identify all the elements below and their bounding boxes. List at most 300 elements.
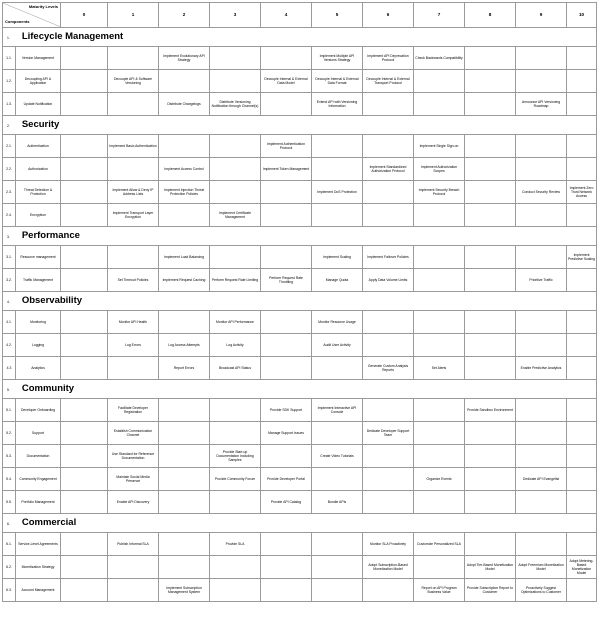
capability-cell-level-1: Maintain Social Media Presence xyxy=(108,468,159,491)
capability-cell-level-5 xyxy=(312,158,363,181)
capability-cell-level-4 xyxy=(261,181,312,204)
section-number: 2. xyxy=(7,124,10,129)
capability-cell-level-3: Implement Certificate Management xyxy=(210,204,261,227)
capability-cell-level-1 xyxy=(108,579,159,602)
capability-cell-level-1: Decouple API & Software Versioning xyxy=(108,70,159,93)
capability-cell-level-7 xyxy=(414,70,465,93)
capability-cell-level-8 xyxy=(465,204,516,227)
capability-cell-level-5: Create Video Tutorials xyxy=(312,445,363,468)
level-header-0: 0 xyxy=(61,3,108,28)
capability-cell-level-1: Establish Communication Channel xyxy=(108,422,159,445)
capability-cell-level-0 xyxy=(61,70,108,93)
capability-cell-level-4 xyxy=(261,556,312,579)
capability-cell-level-9 xyxy=(516,399,567,422)
component-row xyxy=(3,93,597,116)
capability-cell-level-5: Implement Interactive API Console xyxy=(312,399,363,422)
component-row xyxy=(3,533,597,556)
capability-cell-level-0 xyxy=(61,445,108,468)
component-name: Service-Level Agreements xyxy=(16,533,61,556)
section-number: 1. xyxy=(7,36,10,41)
capability-cell-level-7 xyxy=(414,556,465,579)
capability-cell-level-6: Implement API Deprecation Protocol xyxy=(363,47,414,70)
capability-cell-level-2 xyxy=(159,468,210,491)
capability-cell-level-9 xyxy=(516,158,567,181)
capability-cell-level-9 xyxy=(516,135,567,158)
level-header-3: 3 xyxy=(210,3,261,28)
capability-cell-level-3 xyxy=(210,491,261,514)
capability-cell-level-6: Decouple Internal & External Transport Protocol xyxy=(363,70,414,93)
component-row xyxy=(3,399,597,422)
capability-cell-level-3 xyxy=(210,246,261,269)
section-row xyxy=(3,380,597,399)
capability-cell-level-3 xyxy=(210,70,261,93)
component-name: Support xyxy=(16,422,61,445)
capability-cell-level-0 xyxy=(61,491,108,514)
component-row xyxy=(3,47,597,70)
capability-cell-level-6: Monitor SLA Proactively xyxy=(363,533,414,556)
capability-cell-level-2: Implement Request Caching xyxy=(159,269,210,292)
capability-cell-level-8: Provide Subscription Report to Customer xyxy=(465,579,516,602)
capability-cell-level-7 xyxy=(414,399,465,422)
section-title: Performance xyxy=(21,230,80,242)
capability-cell-level-7: Check Backwards Compatibility xyxy=(414,47,465,70)
capability-cell-level-2 xyxy=(159,533,210,556)
capability-cell-level-6 xyxy=(363,204,414,227)
capability-cell-level-10 xyxy=(567,579,597,602)
header-corner-cell xyxy=(3,3,61,28)
capability-cell-level-2: Implement Injection Threat Protection Policies xyxy=(159,181,210,204)
component-name: Encryption xyxy=(16,204,61,227)
component-name: Logging xyxy=(16,334,61,357)
capability-cell-level-7 xyxy=(414,334,465,357)
component-row xyxy=(3,246,597,269)
capability-cell-level-9 xyxy=(516,445,567,468)
capability-cell-level-6 xyxy=(363,311,414,334)
capability-cell-level-8 xyxy=(465,47,516,70)
capability-cell-level-9 xyxy=(516,533,567,556)
capability-cell-level-5 xyxy=(312,135,363,158)
capability-cell-level-3: Provide Start-up Documentation Including Samples xyxy=(210,445,261,468)
capability-cell-level-5 xyxy=(312,556,363,579)
capability-cell-level-6 xyxy=(363,399,414,422)
capability-cell-level-10 xyxy=(567,47,597,70)
capability-cell-level-2 xyxy=(159,204,210,227)
capability-cell-level-5 xyxy=(312,579,363,602)
capability-cell-level-8 xyxy=(465,533,516,556)
capability-cell-level-1: Monitor API Health xyxy=(108,311,159,334)
capability-cell-level-2: Implement Access Control xyxy=(159,158,210,181)
capability-cell-level-4 xyxy=(261,47,312,70)
corner-components-label: Components xyxy=(5,19,30,24)
capability-cell-level-3 xyxy=(210,399,261,422)
section-row xyxy=(3,28,597,47)
capability-cell-level-7 xyxy=(414,93,465,116)
capability-cell-level-2 xyxy=(159,135,210,158)
capability-cell-level-9 xyxy=(516,491,567,514)
capability-cell-level-2 xyxy=(159,422,210,445)
section-number: 3. xyxy=(7,235,10,240)
component-id: 1.3. xyxy=(3,93,16,116)
capability-cell-level-0 xyxy=(61,269,108,292)
capability-cell-level-2 xyxy=(159,311,210,334)
capability-cell-level-3: Monitor API Performance xyxy=(210,311,261,334)
capability-cell-level-6: Implement Failover Policies xyxy=(363,246,414,269)
capability-cell-level-6: Dedicate Developer Support Team xyxy=(363,422,414,445)
capability-cell-level-3 xyxy=(210,579,261,602)
capability-cell-level-7: Implement Single Sign-on xyxy=(414,135,465,158)
capability-cell-level-0 xyxy=(61,579,108,602)
capability-cell-level-2: Distribute Changelogs xyxy=(159,93,210,116)
component-row xyxy=(3,468,597,491)
capability-cell-level-4: Provide Developer Portal xyxy=(261,468,312,491)
capability-cell-level-10 xyxy=(567,399,597,422)
capability-cell-level-6: Implement Standardized Authorization Protocol xyxy=(363,158,414,181)
component-id: 2.3. xyxy=(3,181,16,204)
component-name: Traffic Management xyxy=(16,269,61,292)
capability-cell-level-6 xyxy=(363,468,414,491)
section-header-cell xyxy=(3,28,597,47)
capability-cell-level-0 xyxy=(61,246,108,269)
capability-cell-level-9 xyxy=(516,70,567,93)
component-id: 1.2. xyxy=(3,70,16,93)
capability-cell-level-5: Implement Multiple API Versions Strategy xyxy=(312,47,363,70)
section-title: Lifecycle Management xyxy=(21,31,124,43)
component-id: 6.1. xyxy=(3,533,16,556)
capability-cell-level-9: Proactively Suggest Optimizations to Customer xyxy=(516,579,567,602)
capability-cell-level-5: Extend API with Versioning Information xyxy=(312,93,363,116)
component-name: Decoupling API & Application xyxy=(16,70,61,93)
capability-cell-level-6 xyxy=(363,491,414,514)
capability-cell-level-5: Monitor Resource Usage xyxy=(312,311,363,334)
capability-cell-level-1: Use Standard for Reference Documentation xyxy=(108,445,159,468)
capability-cell-level-3: Provide SLA xyxy=(210,533,261,556)
section-title: Community xyxy=(21,383,75,395)
capability-cell-level-7: Report on API Program Business Value xyxy=(414,579,465,602)
capability-cell-level-10 xyxy=(567,135,597,158)
capability-cell-level-6 xyxy=(363,181,414,204)
section-header-cell xyxy=(3,380,597,399)
component-row xyxy=(3,579,597,602)
capability-cell-level-10: Implement Predictive Scaling xyxy=(567,246,597,269)
capability-cell-level-8: Provide Sandbox Environment xyxy=(465,399,516,422)
capability-cell-level-8 xyxy=(465,93,516,116)
capability-cell-level-5: Bundle APIs xyxy=(312,491,363,514)
capability-cell-level-0 xyxy=(61,181,108,204)
capability-cell-level-2: Implement Load Balancing xyxy=(159,246,210,269)
capability-cell-level-1: Facilitate Developer Registration xyxy=(108,399,159,422)
component-row xyxy=(3,556,597,579)
component-row xyxy=(3,204,597,227)
capability-cell-level-1: Set Timeout Policies xyxy=(108,269,159,292)
capability-cell-level-10 xyxy=(567,422,597,445)
section-row xyxy=(3,292,597,311)
level-header-9: 9 xyxy=(516,3,567,28)
component-id: 2.4. xyxy=(3,204,16,227)
capability-cell-level-9: Dedicate API Evangelist xyxy=(516,468,567,491)
capability-cell-level-9 xyxy=(516,334,567,357)
capability-cell-level-2 xyxy=(159,491,210,514)
component-name: Analytics xyxy=(16,357,61,380)
component-name: Authorization xyxy=(16,158,61,181)
capability-cell-level-7: Organize Events xyxy=(414,468,465,491)
capability-cell-level-8 xyxy=(465,422,516,445)
capability-cell-level-7: Set Alerts xyxy=(414,357,465,380)
capability-cell-level-4 xyxy=(261,93,312,116)
section-row xyxy=(3,514,597,533)
component-name: Update Notification xyxy=(16,93,61,116)
section-header-cell xyxy=(3,116,597,135)
capability-cell-level-3 xyxy=(210,556,261,579)
capability-cell-level-9 xyxy=(516,422,567,445)
component-id: 4.1. xyxy=(3,311,16,334)
capability-cell-level-2: Implement Subscription Management System xyxy=(159,579,210,602)
capability-cell-level-4 xyxy=(261,579,312,602)
capability-cell-level-0 xyxy=(61,533,108,556)
capability-cell-level-8 xyxy=(465,181,516,204)
capability-cell-level-9 xyxy=(516,204,567,227)
capability-cell-level-8 xyxy=(465,468,516,491)
component-row xyxy=(3,357,597,380)
capability-cell-level-10 xyxy=(567,533,597,556)
component-name: Version Management xyxy=(16,47,61,70)
capability-cell-level-8 xyxy=(465,246,516,269)
component-name: Monetization Strategy xyxy=(16,556,61,579)
capability-cell-level-6 xyxy=(363,579,414,602)
capability-cell-level-5: Implement DoS Protection xyxy=(312,181,363,204)
component-name: Documentation xyxy=(16,445,61,468)
capability-cell-level-10 xyxy=(567,70,597,93)
capability-cell-level-7: Implement Security Breach Protocol xyxy=(414,181,465,204)
component-id: 5.3. xyxy=(3,445,16,468)
level-header-8: 8 xyxy=(465,3,516,28)
capability-cell-level-0 xyxy=(61,422,108,445)
capability-cell-level-8 xyxy=(465,311,516,334)
capability-cell-level-10 xyxy=(567,158,597,181)
capability-cell-level-9: Announce API Versioning Roadmap xyxy=(516,93,567,116)
component-row xyxy=(3,158,597,181)
component-id: 3.2. xyxy=(3,269,16,292)
capability-cell-level-0 xyxy=(61,311,108,334)
capability-cell-level-1 xyxy=(108,556,159,579)
capability-cell-level-4: Perform Request Rate Throttling xyxy=(261,269,312,292)
capability-cell-level-3 xyxy=(210,422,261,445)
capability-cell-level-4 xyxy=(261,246,312,269)
capability-cell-level-4 xyxy=(261,445,312,468)
header-row xyxy=(3,3,597,28)
component-name: Community Engagement xyxy=(16,468,61,491)
capability-cell-level-8: Adopt Tier-Based Monetization Model xyxy=(465,556,516,579)
capability-cell-level-2 xyxy=(159,445,210,468)
capability-cell-level-3 xyxy=(210,158,261,181)
component-row xyxy=(3,70,597,93)
capability-cell-level-3: Broadcast API Status xyxy=(210,357,261,380)
component-row xyxy=(3,422,597,445)
capability-cell-level-3: Log Activity xyxy=(210,334,261,357)
capability-cell-level-0 xyxy=(61,204,108,227)
capability-cell-level-3: Distribute Versioning Notification through Channel(s) xyxy=(210,93,261,116)
section-number: 4. xyxy=(7,300,10,305)
section-title: Security xyxy=(21,119,60,131)
capability-cell-level-1 xyxy=(108,158,159,181)
component-row xyxy=(3,269,597,292)
capability-cell-level-1 xyxy=(108,47,159,70)
capability-cell-level-4 xyxy=(261,311,312,334)
capability-cell-level-1: Enable API Discovery xyxy=(108,491,159,514)
capability-cell-level-4: Manage Support Issues xyxy=(261,422,312,445)
capability-cell-level-6: Generate Custom Analysis Reports xyxy=(363,357,414,380)
capability-cell-level-7 xyxy=(414,311,465,334)
capability-cell-level-5: Implement Scaling xyxy=(312,246,363,269)
capability-cell-level-9: Adopt Freemium Monetization Model xyxy=(516,556,567,579)
capability-cell-level-2: Implement Evolutionary API Strategy xyxy=(159,47,210,70)
maturity-matrix-table xyxy=(2,2,597,602)
capability-cell-level-8 xyxy=(465,70,516,93)
component-name: Developer Onboarding xyxy=(16,399,61,422)
component-row xyxy=(3,135,597,158)
capability-cell-level-2 xyxy=(159,556,210,579)
section-number: 5. xyxy=(7,388,10,393)
capability-cell-level-6 xyxy=(363,445,414,468)
component-id: 5.5. xyxy=(3,491,16,514)
component-name: Monitoring xyxy=(16,311,61,334)
capability-cell-level-7 xyxy=(414,269,465,292)
capability-cell-level-6 xyxy=(363,135,414,158)
capability-cell-level-0 xyxy=(61,556,108,579)
capability-cell-level-4: Provide API Catalog xyxy=(261,491,312,514)
capability-cell-level-4 xyxy=(261,204,312,227)
component-name: Resource management xyxy=(16,246,61,269)
section-header-cell xyxy=(3,514,597,533)
component-id: 1.1. xyxy=(3,47,16,70)
capability-cell-level-5: Audit User Activity xyxy=(312,334,363,357)
capability-cell-level-8 xyxy=(465,357,516,380)
capability-cell-level-1: Implement Allow & Deny IP Address Lists xyxy=(108,181,159,204)
component-id: 4.3 xyxy=(3,357,16,380)
capability-cell-level-5 xyxy=(312,468,363,491)
capability-cell-level-10 xyxy=(567,269,597,292)
component-row xyxy=(3,491,597,514)
capability-cell-level-3: Provide Community Forum xyxy=(210,468,261,491)
component-name: Authentication xyxy=(16,135,61,158)
level-header-2: 2 xyxy=(159,3,210,28)
section-row xyxy=(3,116,597,135)
component-id: 6.3. xyxy=(3,579,16,602)
capability-cell-level-5 xyxy=(312,533,363,556)
capability-cell-level-7 xyxy=(414,491,465,514)
capability-cell-level-2: Log Access Attempts xyxy=(159,334,210,357)
capability-cell-level-9 xyxy=(516,311,567,334)
component-row xyxy=(3,181,597,204)
capability-cell-level-10 xyxy=(567,93,597,116)
component-id: 2.1. xyxy=(3,135,16,158)
component-name: Threat Detection & Protection xyxy=(16,181,61,204)
capability-cell-level-6 xyxy=(363,93,414,116)
capability-cell-level-5 xyxy=(312,204,363,227)
capability-cell-level-8 xyxy=(465,135,516,158)
section-number: 6. xyxy=(7,522,10,527)
capability-cell-level-4 xyxy=(261,533,312,556)
component-id: 6.2. xyxy=(3,556,16,579)
capability-cell-level-3: Perform Request Rate Limiting xyxy=(210,269,261,292)
level-header-7: 7 xyxy=(414,3,465,28)
capability-cell-level-1: Publish Informal SLA xyxy=(108,533,159,556)
capability-cell-level-10 xyxy=(567,311,597,334)
capability-cell-level-6: Apply Data Volume Limits xyxy=(363,269,414,292)
component-row xyxy=(3,445,597,468)
section-row xyxy=(3,227,597,246)
capability-cell-level-10 xyxy=(567,468,597,491)
capability-cell-level-8 xyxy=(465,334,516,357)
capability-cell-level-0 xyxy=(61,158,108,181)
component-name: Portfolio Management xyxy=(16,491,61,514)
capability-cell-level-8 xyxy=(465,491,516,514)
component-row xyxy=(3,334,597,357)
capability-cell-level-1 xyxy=(108,93,159,116)
capability-cell-level-9 xyxy=(516,47,567,70)
capability-cell-level-5 xyxy=(312,357,363,380)
capability-cell-level-4: Implement Authentication Protocol xyxy=(261,135,312,158)
capability-cell-level-9: Enable Predictive Analytics xyxy=(516,357,567,380)
level-header-1: 1 xyxy=(108,3,159,28)
component-id: 4.2. xyxy=(3,334,16,357)
capability-cell-level-4: Implement Token Management xyxy=(261,158,312,181)
component-id: 5.2. xyxy=(3,422,16,445)
capability-cell-level-9: Prioritize Traffic xyxy=(516,269,567,292)
capability-cell-level-0 xyxy=(61,468,108,491)
level-header-5: 5 xyxy=(312,3,363,28)
capability-cell-level-0 xyxy=(61,334,108,357)
capability-cell-level-1: Implement Basic Authentication xyxy=(108,135,159,158)
capability-cell-level-7 xyxy=(414,445,465,468)
capability-cell-level-7 xyxy=(414,422,465,445)
capability-cell-level-10: Adopt Metering-Based Monetization Model xyxy=(567,556,597,579)
component-id: 5.1. xyxy=(3,399,16,422)
capability-cell-level-4 xyxy=(261,357,312,380)
section-title: Observability xyxy=(21,295,83,307)
capability-cell-level-5: Decouple Internal & External Data Format xyxy=(312,70,363,93)
capability-cell-level-9: Conduct Security Review xyxy=(516,181,567,204)
capability-cell-level-3 xyxy=(210,47,261,70)
capability-cell-level-6: Adopt Subscription-Based Monetization Model xyxy=(363,556,414,579)
capability-cell-level-1 xyxy=(108,357,159,380)
capability-cell-level-8 xyxy=(465,269,516,292)
corner-levels-label: Maturity Levels xyxy=(28,4,58,9)
component-id: 2.2. xyxy=(3,158,16,181)
section-header-cell xyxy=(3,292,597,311)
component-id: 3.1. xyxy=(3,246,16,269)
capability-cell-level-2 xyxy=(159,399,210,422)
capability-cell-level-7: Customize Personalized SLA xyxy=(414,533,465,556)
capability-cell-level-0 xyxy=(61,357,108,380)
capability-cell-level-10 xyxy=(567,334,597,357)
capability-cell-level-9 xyxy=(516,246,567,269)
level-header-10: 10 xyxy=(567,3,597,28)
capability-cell-level-7 xyxy=(414,246,465,269)
capability-cell-level-1 xyxy=(108,246,159,269)
component-name: Account Management xyxy=(16,579,61,602)
capability-cell-level-0 xyxy=(61,93,108,116)
capability-cell-level-0 xyxy=(61,399,108,422)
capability-cell-level-10: Implement Zero Trust Network Access xyxy=(567,181,597,204)
capability-cell-level-0 xyxy=(61,135,108,158)
capability-cell-level-10 xyxy=(567,204,597,227)
capability-cell-level-5: Manage Quota xyxy=(312,269,363,292)
capability-cell-level-3 xyxy=(210,181,261,204)
capability-cell-level-4: Provide SDK Support xyxy=(261,399,312,422)
level-header-6: 6 xyxy=(363,3,414,28)
component-id: 5.4. xyxy=(3,468,16,491)
capability-cell-level-8 xyxy=(465,158,516,181)
